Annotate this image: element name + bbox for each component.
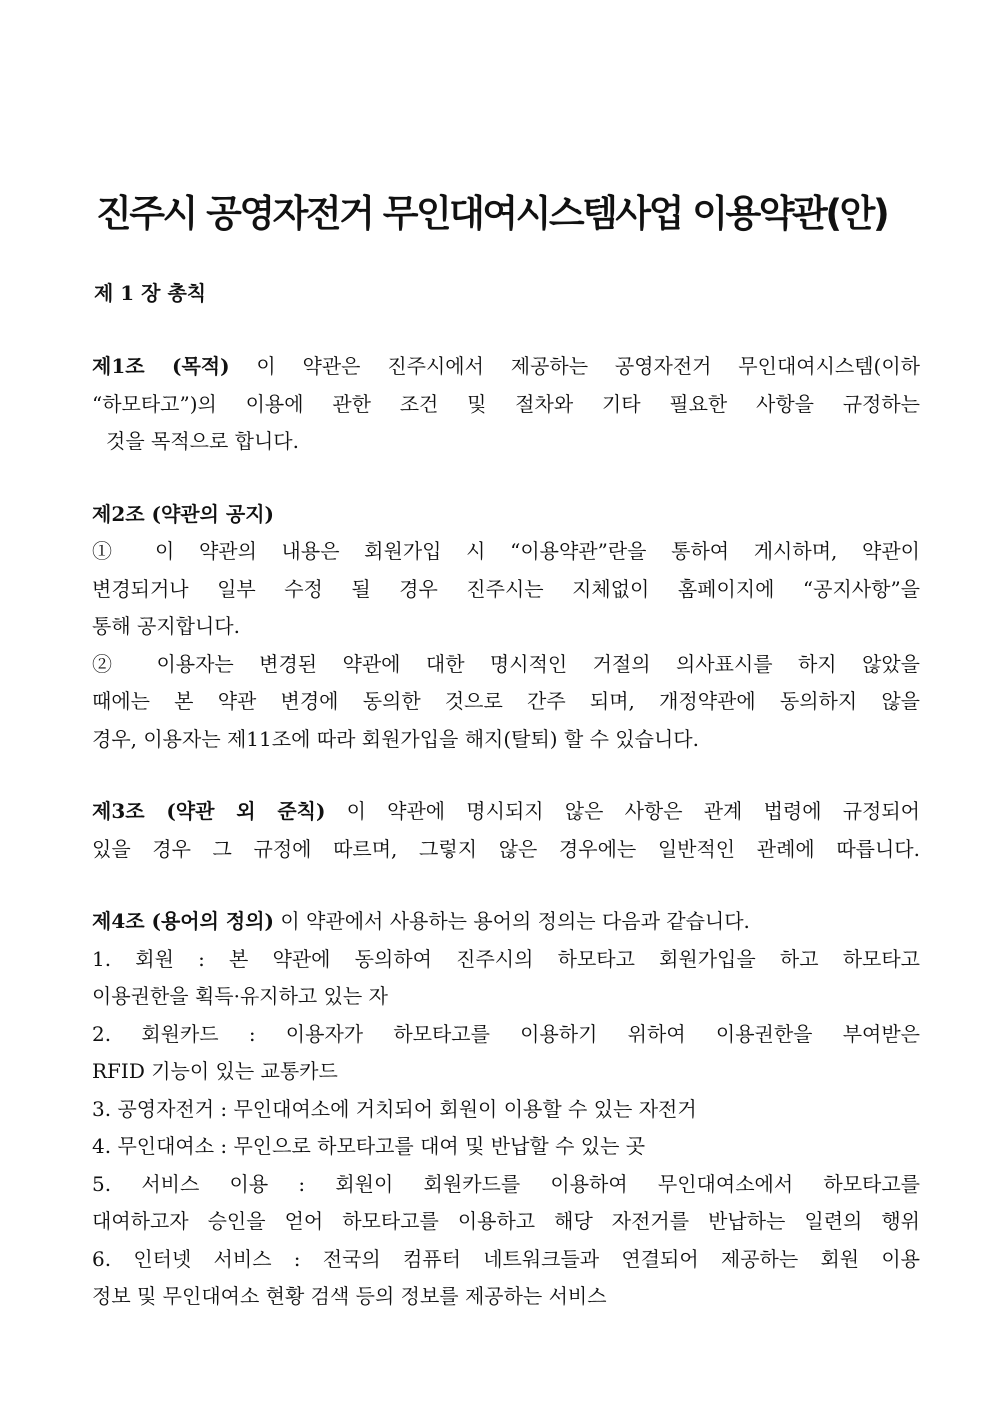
article-3 xyxy=(92,793,920,868)
article-2-para-1-line-3: 통해 공지합니다. xyxy=(92,614,240,638)
article-2 xyxy=(92,496,920,759)
definition-3: 3. 공영자전거 : 무인대여소에 거치되어 회원이 이용할 수 있는 자전거 xyxy=(92,1096,697,1121)
article-4-line-1 xyxy=(92,903,920,941)
article-1 xyxy=(92,348,920,461)
article-1-heading: 제1조 (목적) xyxy=(92,354,230,378)
article-1-line-1 xyxy=(92,348,920,386)
article-4-heading: 제4조 (용어의 정의) xyxy=(92,909,275,933)
article-3-line-1 xyxy=(92,793,920,831)
article-1-line-2: “하모타고”)의 이용에 관한 조건 및 절차와 기타 필요한 사항을 규정하는 xyxy=(92,391,920,416)
article-1-line-3: 것을 목적으로 합니다. xyxy=(106,429,299,453)
definition-2-line-2: RFID 기능이 있는 교통카드 xyxy=(92,1059,338,1083)
article-4-intro: 이 약관에서 사용하는 용어의 정의는 다음과 같습니다. xyxy=(274,909,750,933)
article-2-para-2-line-3: 경우, 이용자는 제11조에 따라 회원가입을 해지(탈퇴) 할 수 있습니다. xyxy=(92,726,699,751)
article-3-line-2: 있을 경우 그 규정에 따르며, 그렇지 않은 경우에는 일반적인 관례에 따릅니다. xyxy=(92,836,920,861)
definition-6-line-2: 정보 및 무인대여소 현황 검색 등의 정보를 제공하는 서비스 xyxy=(92,1284,607,1308)
article-2-para-1-line-2: 변경되거나 일부 수정 될 경우 진주시는 지체없이 홈페이지에 “공지사항”을 xyxy=(92,576,920,601)
article-2-para-2-line-1: ② 이용자는 변경된 약관에 대한 명시적인 거절의 의사표시를 하지 않았을 xyxy=(92,651,920,676)
definition-6-line-1: 6. 인터넷 서비스 : 전국의 컴퓨터 네트워크들과 연결되어 제공하는 회원 이용 xyxy=(92,1246,920,1271)
definition-5-line-1: 5. 서비스 이용 : 회원이 회원카드를 이용하여 무인대여소에서 하모타고를 xyxy=(92,1171,920,1196)
chapter-heading: 제 1 장 총칙 xyxy=(94,281,207,305)
article-2-para-2-line-2: 때에는 본 약관 변경에 동의한 것으로 간주 되며, 개정약관에 동의하지 않을 xyxy=(92,689,920,713)
definition-2-line-1: 2. 회원카드 : 이용자가 하모타고를 이용하기 위하여 이용권한을 부여받은 xyxy=(92,1021,920,1046)
document-page xyxy=(92,190,920,1316)
definition-5-line-2: 대여하고자 승인을 얻어 하모타고를 이용하고 해당 자전거를 반납하는 일련의 행위 xyxy=(92,1209,920,1233)
article-4 xyxy=(92,903,920,1316)
definition-1-line-1: 1. 회원 : 본 약관에 동의하여 진주시의 하모타고 회원가입을 하고 하모타고 xyxy=(92,946,920,971)
document-title: 진주시 공영자전거 무인대여시스템사업 이용약관(안) xyxy=(96,192,888,235)
article-2-heading: 제2조 (약관의 공지) xyxy=(92,501,275,526)
definition-4: 4. 무인대여소 : 무인으로 하모타고를 대여 및 반납할 수 있는 곳 xyxy=(92,1134,646,1158)
article-1-text-1: 이 약관은 진주시에서 제공하는 공영자전거 무인대여시스템(이하 xyxy=(229,354,920,378)
article-3-heading: 제3조 (약관 외 준칙) xyxy=(92,799,326,823)
article-3-text-1: 이 약관에 명시되지 않은 사항은 관계 법령에 규정되어 xyxy=(325,799,920,823)
article-2-para-1-line-1: ① 이 약관의 내용은 회원가입 시 “이용약관”란을 통하여 게시하며, 약관이 xyxy=(92,539,920,563)
definition-1-line-2: 이용권한을 획득·유지하고 있는 자 xyxy=(92,984,388,1008)
